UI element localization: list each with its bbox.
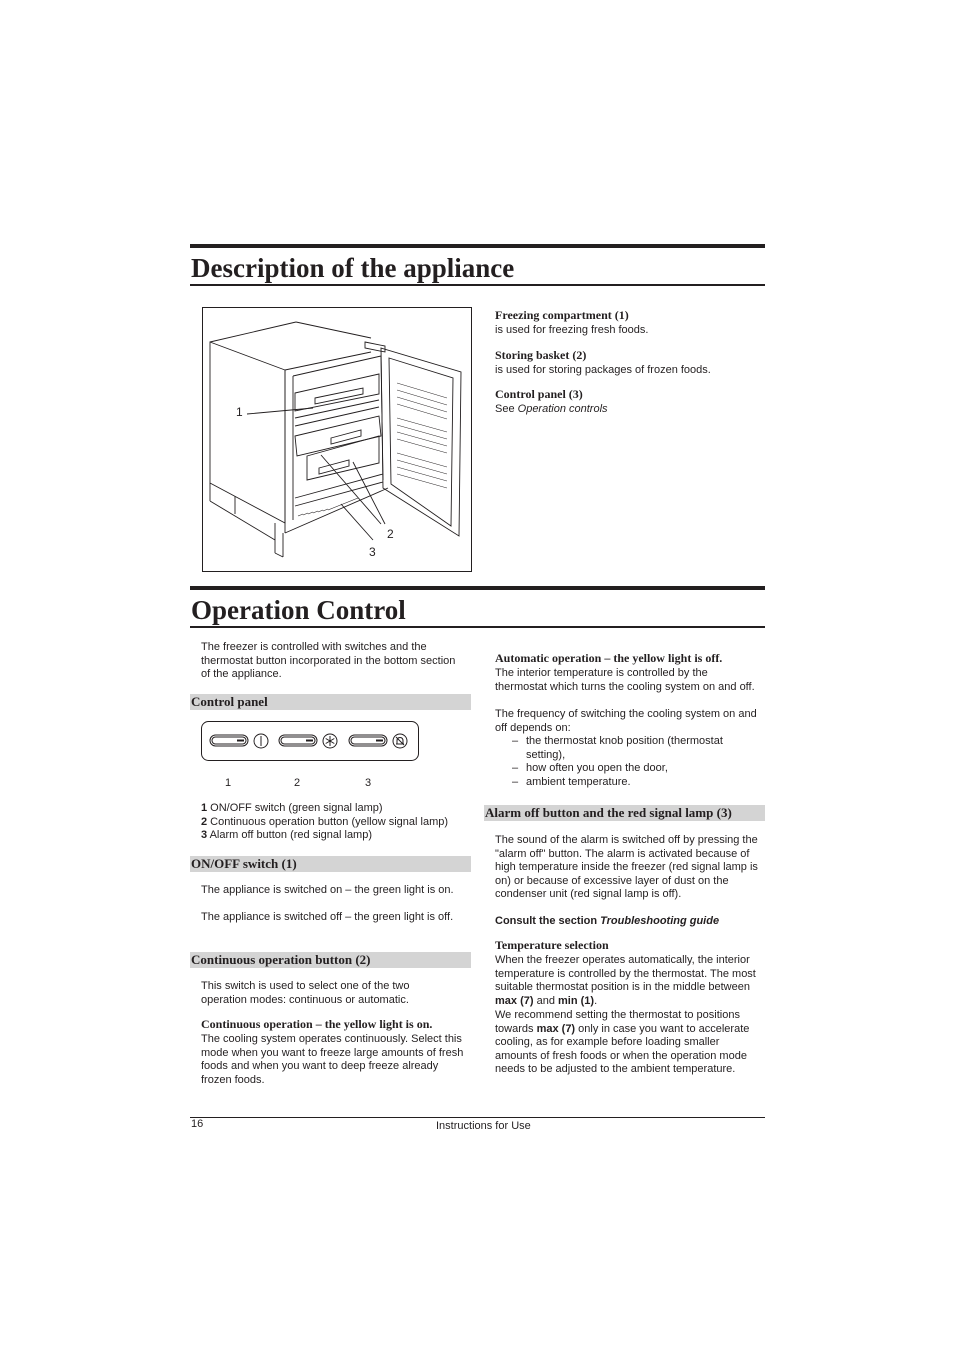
alarm-bell-icon [392,733,408,749]
panel-number-1: 1 [225,777,232,789]
temp-text-2: We recommend setting the thermostat to positions towards max (7) only in case you want to accelerate cooling, as for example before loading smaller amounts of fresh foods or when the operation mode needs to be adjusted to the ambient temperature. [495,1009,750,1076]
control-legend [201,802,476,843]
onoff-text-1: The appliance is switched on – the green light is on. [201,884,454,896]
section2-underline [190,626,765,628]
continuous-text: This switch is used to select one of the two operation modes: continuous or automatic. [201,980,410,1006]
onoff-text-2: The appliance is switched off – the green light is off. [201,911,454,923]
intro-text: The freezer is controlled with switches and the thermostat button incorporated in the bottom section of the appliance. [201,641,456,681]
continuous-op-heading: Continuous operation – the yellow light is on. [201,1017,433,1031]
snowflake-icon [322,733,338,749]
footer-doc-title: Instructions for Use [436,1120,531,1132]
list-item: – ambient temperature. [512,776,752,790]
figure-callout-2: 2 [387,527,394,541]
control-panel-diagram [201,721,419,761]
power-icon [253,733,269,749]
control-panel-heading: Control panel (3) [495,387,583,401]
temp-text-1: When the freezer operates automatically, the interior temperature is controlled by the thermostat. The most suitable thermostat position is in the middle between max (7) and min (1). [495,954,756,1007]
top-rule [190,244,765,248]
onoff-bar: ON/OFF switch (1) [190,856,471,872]
legend-item-3: 3 Alarm off button (red signal lamp) [201,829,373,842]
alarm-text: The sound of the alarm is switched off by pressing the "alarm off" button. The alarm is activated because of high temperature inside the freezer (red signal lamp is on) or because of excessive layer of dust on the condenser unit (red signal lamp is off). [495,834,758,901]
list-item: – the thermostat knob position (thermostat setting), [512,735,752,762]
legend-item-2: 2 Continuous operation button (yellow signal lamp) [201,815,449,828]
auto-op-heading: Automatic operation – the yellow light is off. [495,651,723,665]
figure-callout-3: 3 [369,545,376,559]
freezer-illustration [203,308,471,571]
footer-rule [190,1117,765,1118]
legend-item-1: 1 ON/OFF switch (green signal lamp) [201,802,383,814]
auto-op-text-1: The interior temperature is controlled by the thermostat which turns the cooling system on and off. [495,667,755,693]
auto-op-text-2: The frequency of switching the cooling system on and off depends on: [495,708,757,734]
figure-callout-1: 1 [236,405,243,419]
storing-basket-heading: Storing basket (2) [495,348,587,362]
continuous-op-text: The cooling system operates continuously. Select this mode when you want to freeze large amounts of fresh foods and when you want to deep freeze already frozen foods. [201,1033,464,1086]
section2-rule [190,586,765,590]
control-panel-bar: Control panel [190,694,471,710]
storing-basket-text: is used for storing packages of frozen foods. [495,364,711,376]
consult-text: Consult the section Troubleshooting guide [495,915,720,927]
section-title-description: Description of the appliance [191,253,515,283]
auto-op-list [512,735,752,789]
freezing-compartment-heading: Freezing compartment (1) [495,308,629,322]
control-panel-text: See Operation controls [495,403,608,415]
continuous-bar: Continuous operation button (2) [190,952,471,968]
page-number: 16 [191,1118,204,1130]
freezing-compartment-text: is used for freezing fresh foods. [495,324,649,336]
panel-number-3: 3 [365,777,372,789]
appliance-figure [202,307,472,572]
title-underline [190,284,765,286]
section-title-operation: Operation Control [191,595,406,625]
panel-number-2: 2 [294,777,301,789]
alarm-bar: Alarm off button and the red signal lamp (3) [484,805,765,821]
list-item: – how often you open the door, [512,762,752,776]
temp-selection-heading: Temperature selection [495,938,609,952]
